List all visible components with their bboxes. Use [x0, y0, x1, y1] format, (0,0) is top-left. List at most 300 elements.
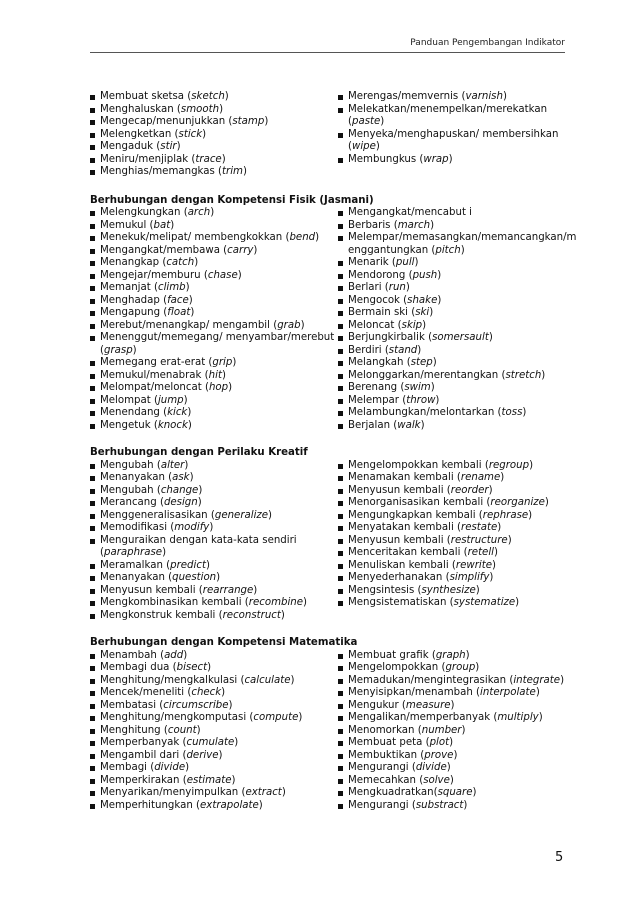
- bullet-list: [90, 91, 338, 179]
- list-item-text: Memegang erat-erat (grip): [100, 357, 237, 368]
- list-item-text: Memperkirakan (estimate): [100, 774, 236, 786]
- list-item: [90, 787, 338, 800]
- list-item-text: Menyarikan/menyimpulkan (extract): [100, 787, 286, 798]
- list-item: [90, 497, 338, 510]
- list-item-text: Berbaris (march): [348, 219, 435, 231]
- left-column: [90, 91, 338, 179]
- english-term: substract: [415, 799, 464, 811]
- list-item: [338, 472, 570, 485]
- list-item-text: Memperhitungkan (extrapolate): [100, 799, 263, 811]
- right-column: [338, 207, 577, 432]
- bullet-list: [90, 207, 338, 432]
- section-title: Berhubungan dengan Kompetensi Fisik (Jasmani): [90, 194, 374, 206]
- verb-section: [90, 194, 577, 433]
- english-term: float: [167, 307, 191, 318]
- english-term: arch: [187, 207, 211, 218]
- list-item: [90, 91, 338, 104]
- list-item-text: Membagi (divide): [100, 762, 190, 773]
- list-item-text: Menarik (pull): [348, 257, 419, 268]
- english-term: stick: [178, 128, 203, 140]
- list-item: [338, 332, 570, 345]
- english-term: step: [410, 357, 433, 368]
- english-term: varnish: [465, 91, 503, 102]
- list-item: [338, 357, 570, 370]
- english-term: solve: [423, 774, 450, 786]
- list-item: [90, 650, 338, 663]
- list-item-text: Menyusun kembali (rearrange): [100, 584, 258, 596]
- list-item: [90, 245, 338, 258]
- list-item: [90, 382, 338, 395]
- list-item: [338, 675, 570, 688]
- english-term: trace: [195, 153, 222, 165]
- list-item-text: Bermain ski (ski): [348, 307, 434, 318]
- english-term: bisect: [176, 662, 208, 673]
- bullet-list: [90, 650, 338, 813]
- left-column: [90, 650, 338, 813]
- list-item: [90, 712, 338, 725]
- list-item-text: Mengubah (alter): [100, 459, 189, 471]
- list-item-text: Meloncat (skip): [348, 319, 427, 331]
- list-item: [338, 547, 570, 560]
- list-item-text: Meramalkan (predict): [100, 559, 210, 571]
- list-item: [338, 775, 570, 788]
- list-item: [338, 800, 570, 813]
- list-item-text: Melengketkan (stick): [100, 128, 207, 140]
- english-term: measure: [405, 699, 451, 711]
- list-item-text: Mengaduk (stir): [100, 141, 181, 152]
- english-term: jump: [157, 394, 184, 406]
- list-item-text: Mengkuadratkan(square): [348, 787, 477, 798]
- list-item-text: Menceritakan kembali (retell): [348, 547, 498, 558]
- list-item: [90, 420, 338, 433]
- english-term: pull: [395, 257, 415, 268]
- list-item: [338, 522, 570, 535]
- list-item-text: Mengapung (float): [100, 307, 195, 318]
- list-item-text: Menekuk/melipat/ membengkokkan (bend): [100, 232, 320, 243]
- list-item-text: Mengsintesis (synthesize): [348, 584, 480, 596]
- english-term: reorder: [450, 484, 489, 496]
- english-term: wipe: [351, 141, 376, 152]
- list-item-text: Menghitung/mengkomputasi (compute): [100, 712, 303, 723]
- list-item: [90, 232, 338, 245]
- list-item-text: Menyusun kembali (restructure): [348, 534, 512, 546]
- list-item: [90, 510, 338, 523]
- list-item-text: Menambah (add): [100, 649, 188, 661]
- english-term: chase: [207, 269, 238, 281]
- english-term: smooth: [180, 103, 220, 115]
- english-term: ask: [172, 472, 190, 483]
- english-term: interpolate: [480, 687, 536, 698]
- bullet-list: [338, 91, 570, 166]
- list-item: [338, 762, 570, 775]
- english-term: synthesize: [421, 584, 476, 596]
- english-term: paraphrase: [103, 547, 163, 558]
- english-term: face: [167, 294, 189, 306]
- list-item: [338, 750, 570, 763]
- list-item-text: Menghitung/mengkalkulasi (calculate): [100, 674, 295, 686]
- list-item: [90, 560, 338, 573]
- english-term: stamp: [232, 116, 265, 127]
- list-item-text: Melangkah (step): [348, 357, 437, 368]
- english-term: paste: [351, 116, 381, 127]
- running-header: Panduan Pengembangan Indikator: [410, 38, 565, 48]
- section-title: Berhubungan dengan Kompetensi Matematika: [90, 637, 358, 648]
- page-number: 5: [555, 850, 564, 865]
- english-term: march: [397, 219, 431, 231]
- list-item-text: Merengas/memvernis (varnish): [348, 91, 507, 102]
- list-item: [338, 220, 570, 233]
- list-item-text: Menyeka/menghapuskan/ membersihkan (wipe): [348, 128, 559, 152]
- list-item-text: Menanyakan (ask): [100, 472, 194, 483]
- english-term: grab: [277, 319, 301, 331]
- list-item: [338, 307, 570, 320]
- list-item-text: Menghaluskan (smooth): [100, 103, 224, 115]
- list-item-text: Menendang (kick): [100, 407, 192, 418]
- list-item-text: Membuat grafik (graph): [348, 649, 470, 661]
- english-term: rewrite: [455, 559, 492, 571]
- list-item: [90, 141, 338, 154]
- list-item-text: Menanyakan (question): [100, 572, 221, 583]
- list-item-text: Memanjat (climb): [100, 282, 190, 293]
- list-item: [90, 535, 338, 560]
- english-term: reorganize: [490, 497, 545, 508]
- english-term: skip: [401, 319, 423, 331]
- list-item-text: Merebut/menangkap/ mengambil (grab): [100, 319, 305, 331]
- list-item-text: Berlari (run): [348, 282, 410, 293]
- list-item: [90, 154, 338, 167]
- list-item: [338, 282, 570, 295]
- list-item-text: Mengurangi (substract): [348, 799, 468, 811]
- list-item: [90, 800, 338, 813]
- english-term: catch: [166, 257, 195, 268]
- english-term: restructure: [450, 534, 508, 546]
- list-item: [338, 104, 570, 129]
- list-item-text: Mendorong (push): [348, 269, 442, 281]
- list-item-text: Mengsistematiskan (systematize): [348, 597, 520, 608]
- list-item-text: Menghitung (count): [100, 724, 201, 736]
- english-term: calculate: [244, 674, 291, 686]
- list-item: [338, 787, 570, 800]
- english-term: square: [437, 787, 473, 798]
- english-term: regroup: [488, 459, 530, 471]
- list-item: [338, 585, 570, 598]
- list-item: [90, 522, 338, 535]
- list-item: [90, 675, 338, 688]
- list-item-text: Berjalan (walk): [348, 419, 425, 431]
- list-item: [90, 220, 338, 233]
- english-term: plot: [429, 737, 450, 748]
- list-item: [90, 472, 338, 485]
- english-term: retell: [467, 547, 494, 558]
- list-item-text: Membuat sketsa (sketch): [100, 91, 229, 102]
- left-column: [90, 207, 338, 432]
- english-term: derive: [186, 749, 219, 761]
- english-term: check: [191, 687, 222, 698]
- english-term: toss: [501, 407, 523, 418]
- verb-section: [90, 637, 570, 812]
- list-item: [338, 320, 570, 333]
- list-item-text: Berjungkirbalik (somersault): [348, 332, 493, 343]
- list-item-text: Berenang (swim): [348, 382, 435, 393]
- list-item-text: Melambungkan/melontarkan (toss): [348, 407, 527, 418]
- english-term: sketch: [191, 91, 225, 102]
- list-item-text: Mengangkat/membawa (carry): [100, 244, 258, 256]
- list-item: [90, 370, 338, 383]
- list-item: [338, 725, 570, 738]
- list-item: [90, 460, 338, 473]
- list-item: [90, 307, 338, 320]
- english-term: generalize: [214, 509, 269, 521]
- english-term: restate: [461, 522, 498, 533]
- list-item: [338, 420, 570, 433]
- list-item-text: Melengkungkan (arch): [100, 207, 215, 218]
- list-item: [90, 207, 338, 220]
- list-item-text: Melempar (throw): [348, 394, 440, 406]
- english-term: grip: [212, 357, 233, 368]
- list-item-text: Memukul (bat): [100, 219, 175, 231]
- list-item-text: Memperbanyak (cumulate): [100, 737, 239, 748]
- list-item-text: Menyatakan kembali (restate): [348, 522, 502, 533]
- list-item-text: Memodifikasi (modify): [100, 522, 214, 533]
- bullet-list: [338, 460, 570, 610]
- list-item-text: Melompat (jump): [100, 394, 188, 406]
- list-item: [338, 737, 570, 750]
- bullet-list: [90, 460, 338, 623]
- list-item-text: Melonggarkan/merentangkan (stretch): [348, 369, 546, 381]
- english-term: carry: [227, 244, 254, 256]
- list-item: [338, 295, 570, 308]
- list-item-text: Mengkonstruk kembali (reconstruct): [100, 609, 285, 621]
- english-term: trim: [222, 166, 243, 177]
- list-item-text: Mengambil dari (derive): [100, 749, 223, 761]
- english-term: ski: [415, 307, 430, 318]
- list-item: [338, 535, 570, 548]
- verb-section: [90, 447, 570, 622]
- english-term: circumscribe: [163, 699, 229, 711]
- list-item: [90, 597, 338, 610]
- english-term: rephrase: [482, 509, 529, 521]
- list-item-text: Menenggut/memegang/ menyambar/merebut (grasp): [100, 332, 335, 356]
- list-item: [90, 332, 338, 357]
- list-item: [90, 737, 338, 750]
- bullet-list: [338, 207, 577, 432]
- list-item-text: Membatasi (circumscribe): [100, 699, 233, 711]
- list-item-text: Mengubah (change): [100, 484, 203, 496]
- list-item: [90, 257, 338, 270]
- english-term: bend: [289, 232, 316, 243]
- list-item: [90, 610, 338, 623]
- list-item: [338, 510, 570, 523]
- english-term: swim: [404, 382, 431, 393]
- list-item: [90, 357, 338, 370]
- english-term: design: [163, 497, 198, 508]
- list-item: [338, 270, 570, 283]
- list-item: [90, 775, 338, 788]
- list-item: [338, 712, 570, 725]
- list-item-text: Meniru/menjiplak (trace): [100, 153, 226, 165]
- english-term: simplify: [449, 572, 490, 583]
- list-item-text: Menghadap (face): [100, 294, 193, 306]
- list-item-text: Membuat peta (plot): [348, 737, 454, 748]
- list-item: [90, 725, 338, 738]
- english-term: extract: [245, 787, 282, 798]
- list-item: [90, 295, 338, 308]
- list-item-text: Menyisipkan/menambah (interpolate): [348, 687, 540, 698]
- list-item-text: Mengkombinasikan kembali (recombine): [100, 597, 308, 608]
- english-term: question: [172, 572, 217, 583]
- list-item-text: Menyederhanakan (simplify): [348, 572, 494, 583]
- english-term: alter: [160, 459, 185, 471]
- list-item-text: Menomorkan (number): [348, 724, 466, 736]
- list-item: [338, 382, 570, 395]
- english-term: rename: [460, 472, 501, 483]
- english-term: integrate: [513, 674, 561, 686]
- list-item: [90, 407, 338, 420]
- list-item-text: Menghias/memangkas (trim): [100, 166, 247, 177]
- english-term: extrapolate: [200, 799, 259, 811]
- english-term: prove: [424, 749, 454, 761]
- english-term: rearrange: [202, 584, 254, 596]
- list-item: [338, 560, 570, 573]
- list-item: [90, 116, 338, 129]
- english-term: group: [445, 662, 476, 673]
- list-item-text: Memadukan/mengintegrasikan (integrate): [348, 674, 565, 686]
- english-term: divide: [415, 762, 447, 773]
- bullet-list: [338, 650, 570, 813]
- list-item: [90, 129, 338, 142]
- list-item: [338, 345, 570, 358]
- english-term: reconstruct: [222, 609, 281, 621]
- list-item: [338, 700, 570, 713]
- english-term: multiply: [497, 712, 539, 723]
- list-item: [90, 750, 338, 763]
- list-item: [90, 166, 338, 179]
- english-term: count: [167, 724, 197, 736]
- list-item-text: Menggeneralisasikan (generalize): [100, 509, 273, 521]
- english-term: somersault: [432, 332, 489, 343]
- list-item: [90, 700, 338, 713]
- list-item-text: Menyusun kembali (reorder): [348, 484, 493, 496]
- english-term: pitch: [435, 244, 461, 256]
- list-item: [338, 91, 570, 104]
- list-item: [338, 650, 570, 663]
- english-term: number: [421, 724, 462, 736]
- english-term: climb: [157, 282, 186, 293]
- english-term: stretch: [505, 369, 542, 381]
- list-item: [338, 370, 570, 383]
- english-term: walk: [397, 419, 421, 431]
- list-item-text: Mengetuk (knock): [100, 419, 192, 431]
- list-item-text: Melekatkan/menempelkan/merekatkan (paste): [348, 103, 548, 127]
- english-term: recombine: [248, 597, 304, 608]
- english-term: grasp: [103, 344, 133, 356]
- list-item: [338, 497, 570, 510]
- verb-section: [90, 91, 570, 179]
- left-column: [90, 460, 338, 623]
- list-item: [90, 395, 338, 408]
- list-item: [338, 662, 570, 675]
- english-term: wrap: [423, 153, 449, 165]
- page-content: [90, 91, 577, 827]
- list-item: [90, 270, 338, 283]
- header-divider: [90, 52, 565, 53]
- list-item-text: Mengelompokkan kembali (regroup): [348, 459, 534, 471]
- list-item-text: Membuktikan (prove): [348, 749, 458, 761]
- list-item: [90, 282, 338, 295]
- list-item: [338, 597, 570, 610]
- list-item-text: Mencek/meneliti (check): [100, 687, 226, 698]
- list-item: [90, 687, 338, 700]
- list-item-text: Mengecap/menunjukkan (stamp): [100, 116, 269, 127]
- section-title: Berhubungan dengan Perilaku Kreatif: [90, 447, 308, 458]
- list-item: [90, 585, 338, 598]
- list-item-text: Menorganisasikan kembali (reorganize): [348, 497, 549, 508]
- list-item: [338, 407, 570, 420]
- english-term: stand: [388, 344, 418, 356]
- english-term: divide: [154, 762, 186, 773]
- english-term: hop: [208, 382, 229, 393]
- list-item-text: Menangkap (catch): [100, 257, 199, 268]
- list-item: [90, 320, 338, 333]
- list-item-text: Mengalikan/memperbanyak (multiply): [348, 712, 543, 723]
- list-item: [90, 485, 338, 498]
- english-term: push: [412, 269, 438, 281]
- list-item-text: Memukul/menabrak (hit): [100, 369, 226, 381]
- english-term: shake: [407, 294, 438, 306]
- list-item-text: Berdiri (stand): [348, 344, 422, 356]
- list-item-text: Menuliskan kembali (rewrite): [348, 559, 496, 571]
- right-column: [338, 460, 570, 623]
- list-item: [338, 257, 570, 270]
- english-term: hit: [208, 369, 222, 381]
- list-item: [338, 460, 570, 473]
- list-item: [338, 154, 570, 167]
- english-term: compute: [253, 712, 299, 723]
- list-item: [338, 207, 570, 220]
- english-term: modify: [174, 522, 210, 533]
- english-term: predict: [170, 559, 206, 571]
- list-item-text: Membagi dua (bisect): [100, 662, 212, 673]
- list-item-text: Mengelompokkan (group): [348, 662, 480, 673]
- right-column: [338, 650, 570, 813]
- list-item: [338, 485, 570, 498]
- list-item: [90, 572, 338, 585]
- list-item: [338, 687, 570, 700]
- list-item-text: Mengungkapkan kembali (rephrase): [348, 509, 533, 521]
- list-item-text: Mengurangi (divide): [348, 762, 451, 773]
- list-item-text: Merancang (design): [100, 497, 202, 508]
- list-item: [338, 395, 570, 408]
- english-term: kick: [167, 407, 188, 418]
- list-item: [338, 232, 577, 257]
- english-term: knock: [157, 419, 188, 431]
- english-term: add: [164, 649, 184, 661]
- list-item-text: Membungkus (wrap): [348, 153, 453, 165]
- list-item: [338, 129, 570, 154]
- english-term: stir: [160, 141, 177, 152]
- list-item: [90, 762, 338, 775]
- english-term: run: [388, 282, 406, 293]
- list-item-text: Mengocok (shake): [348, 294, 442, 306]
- list-item: [338, 572, 570, 585]
- list-item: [90, 104, 338, 117]
- right-column: [338, 91, 570, 179]
- english-term: estimate: [186, 774, 232, 786]
- list-item-text: Mengejar/memburu (chase): [100, 269, 242, 281]
- list-item: [90, 662, 338, 675]
- english-term: graph: [435, 649, 466, 661]
- english-term: systematize: [453, 597, 516, 608]
